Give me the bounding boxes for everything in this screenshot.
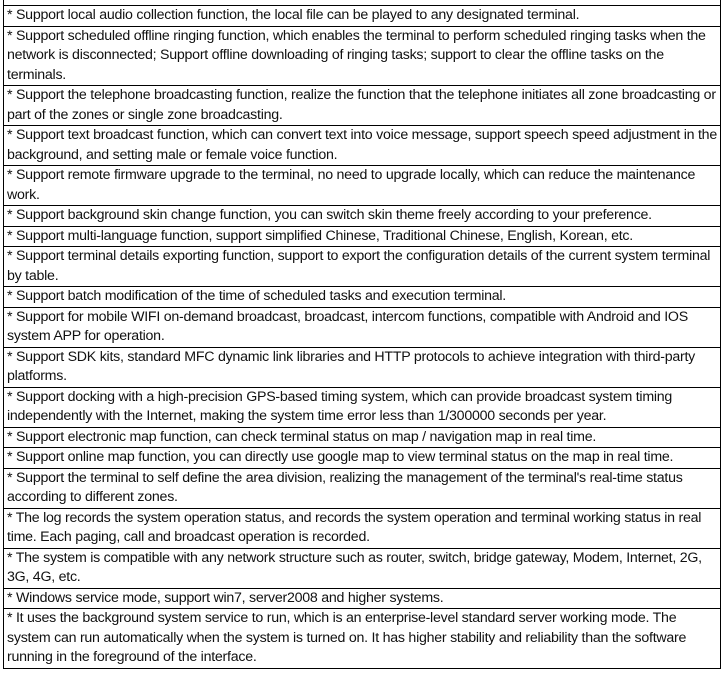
table-row: [4, 448, 721, 469]
table-row: [4, 6, 721, 27]
table-row: [4, 548, 721, 588]
feature-cell: * Windows service mode, support win7, server2008 and higher systems.: [4, 588, 721, 609]
feature-cell: * Support electronic map function, can check terminal status on map / navigation map in real time.: [4, 427, 721, 448]
feature-cell: * Support the telephone broadcasting function, realize the function that the telephone initiates all zone broadcasting or part of the zones or single zone broadcasting.: [4, 86, 721, 126]
table-row: [4, 206, 721, 227]
table-row: [4, 468, 721, 508]
feature-cell: * The log records the system operation status, and records the system operation and terminal working status in real time. Each paging, call and broadcast operation is recorded.: [4, 508, 721, 548]
table-row: [4, 347, 721, 387]
table-row: [4, 26, 721, 86]
feature-cell: * Support SDK kits, standard MFC dynamic link libraries and HTTP protocols to achieve integration with third-party platforms.: [4, 347, 721, 387]
feature-cell: * Support multi-language function, support simplified Chinese, Traditional Chinese, English, Korean, etc.: [4, 226, 721, 247]
feature-cell: * Support batch modification of the time of scheduled tasks and execution terminal.: [4, 287, 721, 308]
table-row: [4, 287, 721, 308]
feature-cell: * The system is compatible with any network structure such as router, switch, bridge gateway, Modem, Internet, 2G, 3G, 4G, etc.: [4, 548, 721, 588]
feature-cell: * Support text broadcast function, which can convert text into voice message, support speech speed adjustment in the background, and setting male or female voice function.: [4, 126, 721, 166]
table-row: [4, 126, 721, 166]
feature-cell: * Support for mobile WIFI on-demand broadcast, broadcast, intercom functions, compatible with Android and IOS system APP for operation.: [4, 307, 721, 347]
table-row: [4, 609, 721, 669]
table-row: [4, 247, 721, 287]
feature-cell: * Support terminal details exporting function, support to export the configuration details of the current system terminal by table.: [4, 247, 721, 287]
table-row: [4, 387, 721, 427]
feature-cell: * Support scheduled offline ringing function, which enables the terminal to perform scheduled ringing tasks when the network is disconnected; Support offline downloading of ringing tasks; support to clear the offline tasks on the terminals.: [4, 26, 721, 86]
feature-cell: * Support remote firmware upgrade to the terminal, no need to upgrade locally, which can reduce the maintenance work.: [4, 166, 721, 206]
table-row: [4, 307, 721, 347]
table-row: [4, 588, 721, 609]
table-row: [4, 86, 721, 126]
feature-cell: * Support online map function, you can directly use google map to view terminal status on the map in real time.: [4, 448, 721, 469]
table-row: [4, 166, 721, 206]
feature-cell: * Support the terminal to self define the area division, realizing the management of the terminal's real-time status according to different zones.: [4, 468, 721, 508]
table-row: [4, 226, 721, 247]
feature-table: [3, 0, 721, 669]
table-row: [4, 508, 721, 548]
feature-cell: * Support docking with a high-precision GPS-based timing system, which can provide broadcast system timing independently with the Internet, making the system time error less than 1/300000 seconds per year.: [4, 387, 721, 427]
table-row: [4, 427, 721, 448]
feature-cell: * Support background skin change function, you can switch skin theme freely according to your preference.: [4, 206, 721, 227]
feature-cell: * Support local audio collection function, the local file can be played to any designated terminal.: [4, 6, 721, 27]
feature-cell: * It uses the background system service to run, which is an enterprise-level standard server working mode. The system can run automatically when the system is turned on. It has higher stability and reliability than the software running in the foreground of the interface.: [4, 609, 721, 669]
